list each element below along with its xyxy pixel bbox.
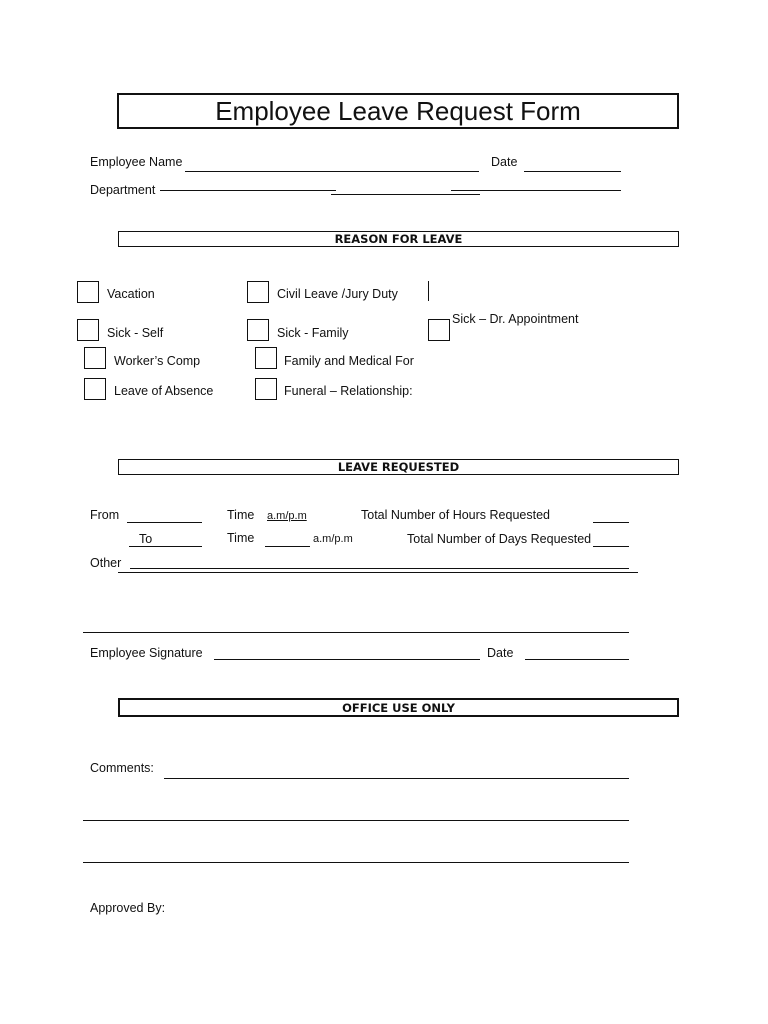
- to-ampm-field[interactable]: a.m/p.m: [313, 533, 353, 545]
- from-ampm-field[interactable]: a.m/p.m: [267, 510, 307, 522]
- sick-family-checkbox[interactable]: [247, 319, 269, 341]
- comments-line-2[interactable]: [83, 820, 629, 821]
- vacation-checkbox[interactable]: [77, 281, 99, 303]
- department-field[interactable]: [160, 190, 336, 191]
- employee-signature-field[interactable]: [214, 659, 480, 660]
- funeral-label: Funeral – Relationship:: [284, 384, 413, 398]
- signature-line[interactable]: [83, 632, 629, 633]
- family-medical-label: Family and Medical For: [284, 354, 414, 368]
- civil-leave-label: Civil Leave /Jury Duty: [277, 287, 398, 301]
- other-field[interactable]: [130, 568, 629, 569]
- time-label-from: Time: [227, 508, 255, 522]
- other-field-underline: [118, 572, 638, 573]
- total-hours-label: Total Number of Hours Requested: [361, 508, 550, 522]
- date-label: Date: [491, 155, 518, 169]
- employee-name-label: Employee Name: [90, 155, 183, 169]
- office-use-heading: OFFICE USE ONLY: [118, 698, 679, 717]
- text-cursor-divider: [428, 281, 429, 301]
- from-label: From: [90, 508, 120, 522]
- to-label: To: [139, 532, 153, 546]
- total-days-field[interactable]: [593, 546, 629, 547]
- total-days-label: Total Number of Days Requested: [407, 532, 592, 546]
- sick-dr-appointment-label: Sick – Dr. Appointment: [452, 312, 579, 326]
- employee-name-field[interactable]: [185, 171, 479, 172]
- approved-by-label: Approved By:: [90, 901, 166, 915]
- sick-dr-appointment-checkbox[interactable]: [428, 319, 450, 341]
- employee-signature-label: Employee Signature: [90, 646, 203, 660]
- civil-leave-checkbox[interactable]: [247, 281, 269, 303]
- from-date-field[interactable]: [127, 522, 202, 523]
- funeral-checkbox[interactable]: [255, 378, 277, 400]
- reason-for-leave-heading: REASON FOR LEAVE: [118, 231, 679, 247]
- department-field-underline: [331, 194, 480, 195]
- total-hours-field[interactable]: [593, 522, 629, 523]
- leave-requested-heading: LEAVE REQUESTED: [118, 459, 679, 475]
- sick-self-label: Sick - Self: [107, 326, 164, 340]
- sick-self-checkbox[interactable]: [77, 319, 99, 341]
- leave-of-absence-checkbox[interactable]: [84, 378, 106, 400]
- department-field-extension[interactable]: [451, 190, 621, 191]
- comments-label: Comments:: [90, 761, 154, 775]
- workers-comp-label: Worker’s Comp: [114, 354, 201, 368]
- comments-field[interactable]: [164, 778, 629, 779]
- to-time-field[interactable]: [265, 546, 310, 547]
- family-medical-checkbox[interactable]: [255, 347, 277, 369]
- comments-line-3[interactable]: [83, 862, 629, 863]
- form-title: Employee Leave Request Form: [117, 93, 679, 129]
- leave-of-absence-label: Leave of Absence: [114, 384, 214, 398]
- signature-date-field[interactable]: [525, 659, 629, 660]
- department-label: Department: [90, 183, 156, 197]
- workers-comp-checkbox[interactable]: [84, 347, 106, 369]
- signature-date-label: Date: [487, 646, 514, 660]
- date-field[interactable]: [524, 171, 621, 172]
- other-label: Other: [90, 556, 122, 570]
- sick-family-label: Sick - Family: [277, 326, 349, 340]
- time-label-to: Time: [227, 531, 255, 545]
- to-date-field[interactable]: [129, 546, 202, 547]
- vacation-label: Vacation: [107, 287, 155, 301]
